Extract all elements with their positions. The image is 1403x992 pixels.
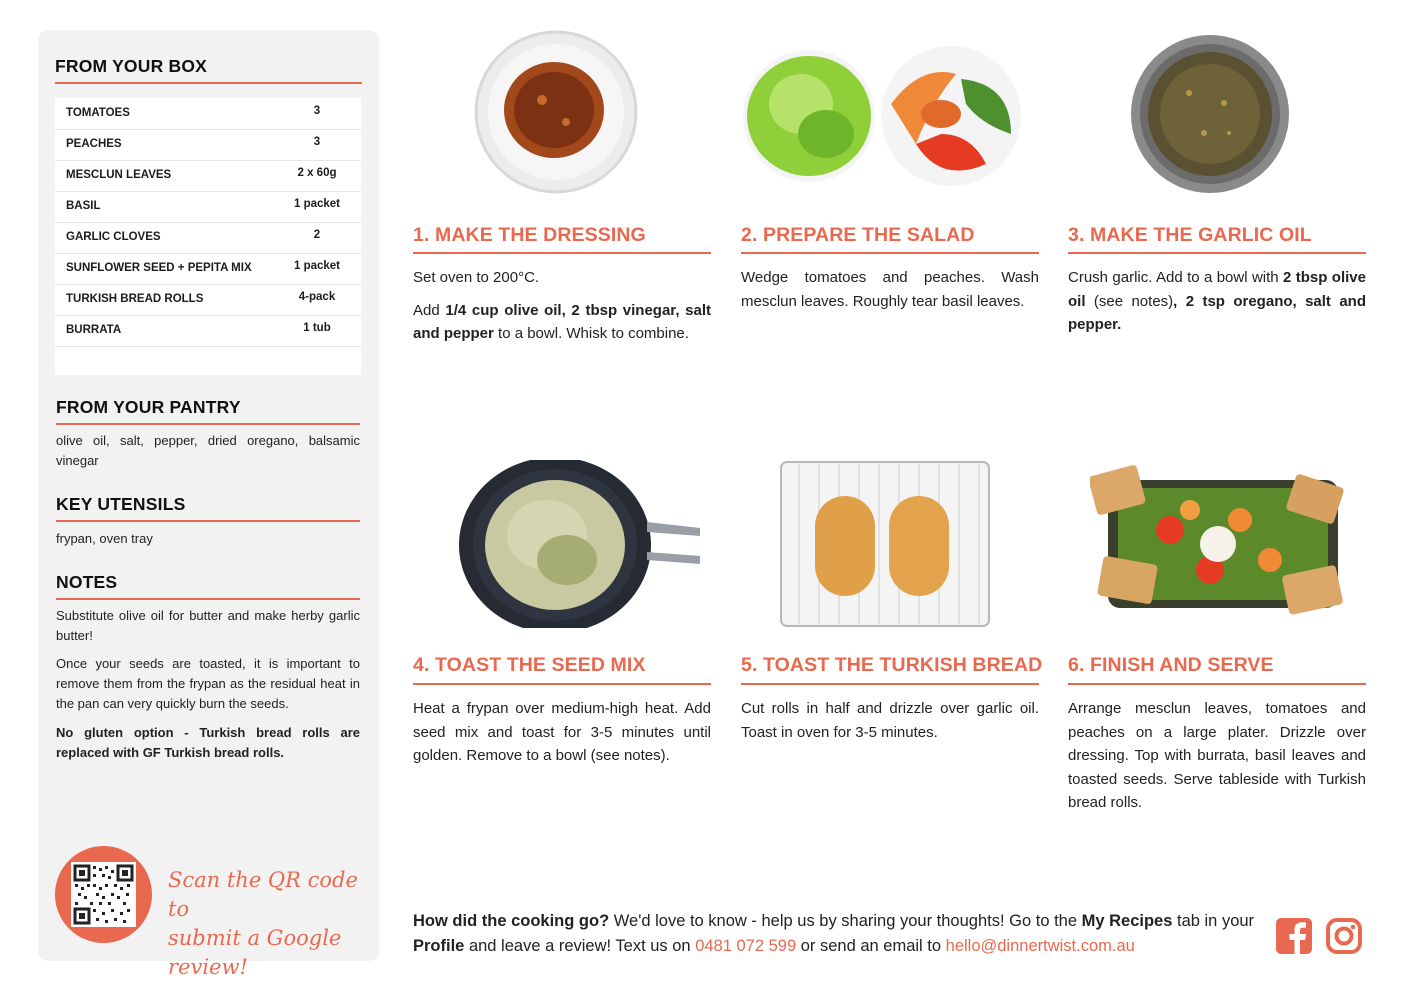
ingredient-name: BURRATA — [66, 324, 122, 336]
table-row — [55, 98, 361, 130]
step-6-title: 6. FINISH AND SERVE — [1068, 654, 1274, 676]
step-1-title: 1. MAKE THE DRESSING — [413, 224, 646, 246]
table-row — [55, 253, 361, 285]
ingredient-name: BASIL — [66, 200, 101, 212]
table-row — [55, 129, 361, 161]
box-title-rule — [55, 82, 362, 84]
step-3-title: 3. MAKE THE GARLIC OIL — [1068, 224, 1312, 246]
step-4-rule — [413, 683, 711, 685]
step-3-body — [1068, 266, 1366, 346]
step-3-rule — [1068, 252, 1366, 254]
step-2-title: 2. PREPARE THE SALAD — [741, 224, 975, 246]
phone-link[interactable]: 0481 072 599 — [695, 937, 797, 955]
table-row — [55, 284, 361, 316]
footer-my-recipes: My Recipes — [1081, 912, 1173, 930]
salad-plates-image — [741, 44, 1026, 194]
pantry-title-rule — [56, 423, 360, 425]
footer-profile: Profile — [413, 937, 465, 955]
ingredient-name: GARLIC CLOVES — [66, 231, 161, 243]
qr-caption-line1: Scan the QR code to — [168, 868, 358, 921]
utensils-title: KEY UTENSILS — [56, 494, 186, 514]
table-row — [55, 222, 361, 254]
table-row — [55, 160, 361, 192]
utensils-title-rule — [56, 520, 360, 522]
footer-question: How did the cooking go? — [413, 912, 610, 930]
table-row — [55, 315, 361, 347]
ingredient-name: PEACHES — [66, 138, 122, 150]
ingredient-name: SUNFLOWER SEED + PEPITA MIX — [66, 262, 252, 274]
ingredient-qty: 4-pack — [298, 291, 336, 303]
box-title: FROM YOUR BOX — [55, 56, 208, 76]
note-1: Substitute olive oil for butter and make herby garlic butter! — [56, 608, 360, 643]
step-3-note-ref: (see notes) — [1085, 292, 1174, 310]
ingredient-qty: 3 — [313, 105, 321, 117]
notes-title-rule — [56, 598, 360, 600]
table-row — [55, 191, 361, 223]
step-4-body — [413, 697, 711, 777]
email-link[interactable]: hello@dinnertwist.com.au — [945, 937, 1135, 955]
ingredient-qty: 3 — [313, 136, 321, 148]
qr-caption — [168, 866, 368, 982]
utensils-text: frypan, oven tray — [56, 531, 153, 546]
review-footer — [413, 909, 1263, 959]
ingredient-name: TOMATOES — [66, 107, 130, 119]
ingredient-name: TURKISH BREAD ROLLS — [66, 293, 204, 305]
step-1-para-1: Set oven to 200°C. — [413, 269, 540, 286]
step-2-para-1: Wedge tomatoes and peaches. Wash mesclun leaves. Roughly tear basil leaves. — [741, 269, 1039, 310]
step-3-bold-text: 2 tbsp olive oil — [1068, 269, 1366, 310]
instagram-icon[interactable] — [1326, 918, 1362, 954]
step-5-para-1: Cut rolls in half and drizzle over garlic oil. Toast in oven for 3-5 minutes. — [741, 700, 1039, 741]
dressing-bowl-image — [474, 30, 639, 200]
ingredients-table — [55, 98, 361, 375]
step-5-rule — [741, 683, 1039, 685]
bread-rolls-image — [779, 460, 991, 633]
step-5-body — [741, 697, 1039, 753]
step-1-body — [413, 266, 711, 355]
notes-title: NOTES — [56, 572, 118, 592]
step-2-rule — [741, 252, 1039, 254]
salad-platter-image — [1090, 460, 1350, 633]
garlic-oil-bowl-image — [1129, 33, 1291, 200]
step-5-title: 5. TOAST THE TURKISH BREAD — [741, 654, 1043, 676]
footer-text: We'd love to know - help us by sharing your thoughts! Go to the — [609, 912, 1082, 930]
qr-code-image[interactable] — [71, 862, 136, 927]
ingredient-qty: 1 packet — [293, 260, 341, 272]
step-1-bold-text: 1/4 cup olive oil, 2 tbsp vinegar, salt and pepper — [413, 301, 712, 342]
step-1-text-end: to a bowl. Whisk to combine. — [493, 325, 689, 342]
facebook-icon[interactable] — [1276, 918, 1312, 954]
step-4-title: 4. TOAST THE SEED MIX — [413, 654, 646, 676]
step-1-rule — [413, 252, 711, 254]
step-1-para-2 — [413, 299, 711, 346]
ingredient-qty: 1 tub — [303, 322, 331, 334]
note-3: No gluten option - Turkish bread rolls are replaced with GF Turkish bread rolls. — [56, 725, 360, 760]
note-2: Once your seeds are toasted, it is important to remove them from the frypan as the residual heat in the pan can very quickly burn the seeds. — [56, 656, 360, 711]
step-3-bold-text-2: , 2 tsp oregano, salt and pepper. — [1068, 292, 1366, 333]
qr-caption-line2: submit a Google review! — [168, 926, 342, 979]
ingredient-qty: 2 — [313, 229, 321, 241]
step-2-body — [741, 266, 1039, 322]
seed-frypan-image — [457, 460, 702, 633]
ingredient-qty: 1 packet — [293, 198, 341, 210]
step-1-text: Add — [413, 301, 446, 319]
pantry-title: FROM YOUR PANTRY — [56, 397, 241, 417]
footer-text: and leave a review! Text us on — [464, 937, 696, 955]
step-6-rule — [1068, 683, 1366, 685]
step-3-para-1 — [1068, 266, 1366, 337]
step-6-body — [1068, 697, 1366, 824]
step-4-para-1: Heat a frypan over medium-high heat. Add seed mix and toast for 3-5 minutes until golden. Remove to a bowl (see notes). — [413, 700, 711, 764]
step-3-text: Crush garlic. Add to a bowl with — [1068, 269, 1284, 286]
step-6-para-1: Arrange mesclun leaves, tomatoes and peaches on a large plater. Drizzle over dressing. Top with burrata, basil leaves and toasted seeds. Serve tableside with Turkish bread rolls. — [1068, 700, 1366, 811]
footer-text: or send an email to — [796, 937, 946, 955]
ingredient-qty: 2 x 60g — [297, 167, 337, 179]
pantry-text: olive oil, salt, pepper, dried oregano, balsamic vinegar — [56, 433, 360, 468]
footer-text: tab in your — [1172, 912, 1255, 930]
ingredient-name: MESCLUN LEAVES — [66, 169, 172, 181]
